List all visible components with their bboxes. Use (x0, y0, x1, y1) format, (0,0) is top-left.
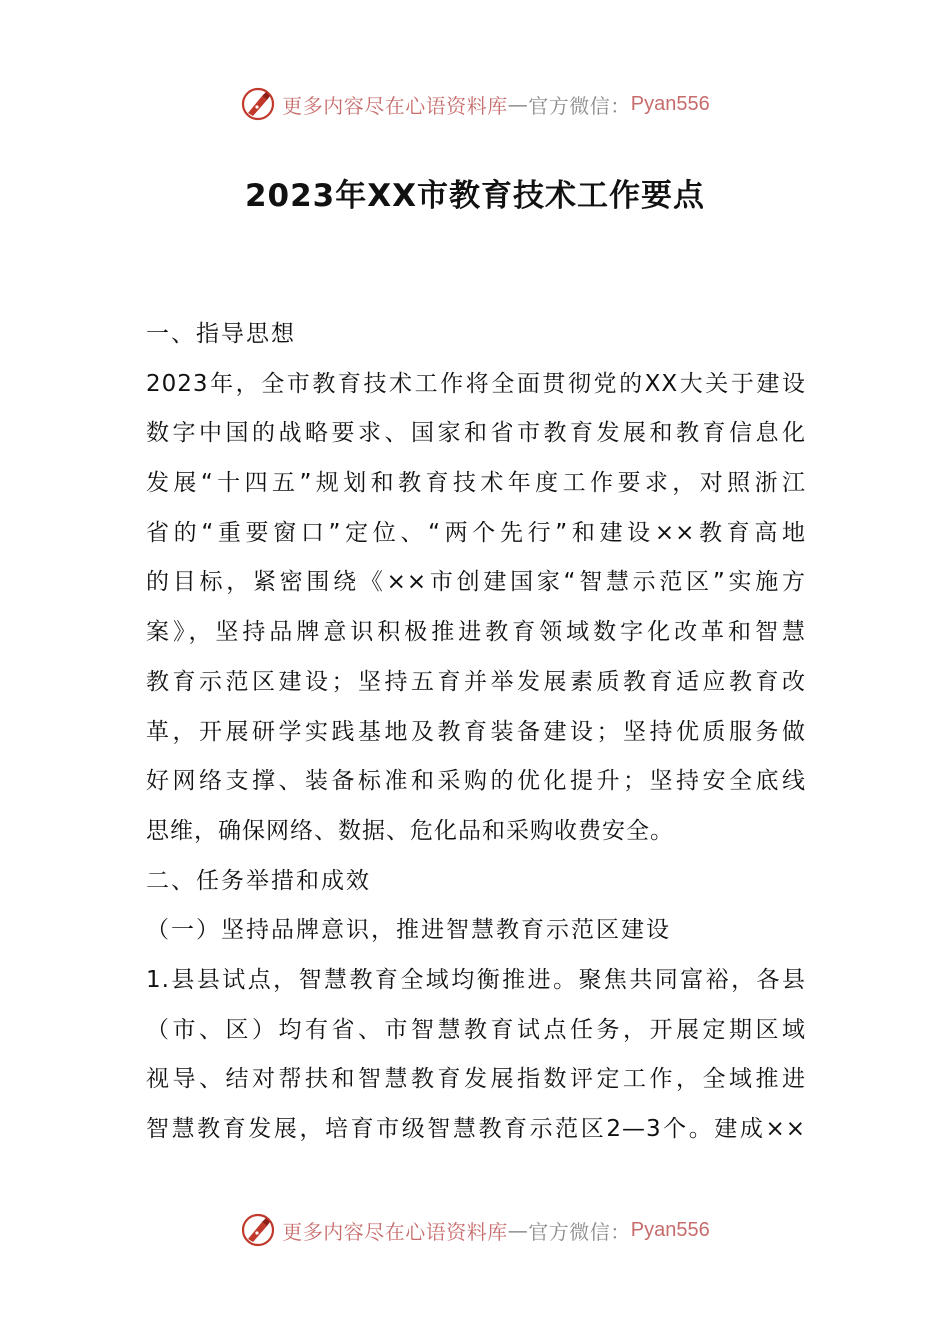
paragraph-line: 智慧教育发展，培育市级智慧教育示范区2—3个。建成×× (146, 1116, 806, 1142)
paragraph-line: 教育示范区建设；坚持五育并举发展素质教育适应教育改 (146, 668, 806, 695)
document-title: 2023年XX市教育技术工作要点 (244, 178, 706, 214)
paragraph-line: 视导、结对帮扶和智慧教育发展指数评定工作，全域推进 (146, 1066, 806, 1093)
paragraph-line: 2023年，全市教育技术工作将全面贯彻党的XX大关于建设 (146, 370, 806, 397)
paragraph-line: 1.县县试点，智慧教育全域均衡推进。聚焦共同富裕，各县 (146, 966, 806, 993)
document-body (146, 310, 806, 1155)
watermark-brand-text: 更多内容尽在心语资料库 (282, 93, 508, 118)
pen-nib-logo-icon (240, 86, 276, 122)
paragraph-line: 数字中国的战略要求、国家和省市教育发展和教育信息化 (146, 420, 806, 447)
paragraph-line: （市、区）均有省、市智慧教育试点任务，开展定期区域 (146, 1016, 806, 1043)
watermark-brand-text: 更多内容尽在心语资料库 (282, 1219, 508, 1244)
paragraph-line: 革，开展研学实践基地及教育装备建设；坚持优质服务做 (146, 718, 806, 745)
watermark-dash: — (507, 92, 529, 116)
watermark-dash: — (507, 1218, 529, 1242)
watermark-wechat-label: 官方微信： (528, 1219, 631, 1244)
watermark-header (0, 84, 950, 124)
watermark-wechat-id: Pyan556 (630, 92, 710, 115)
section-heading-guiding-ideology: 一、指导思想 (146, 321, 296, 347)
pen-nib-logo-icon (240, 1212, 276, 1248)
paragraph-line: 的目标，紧密围绕《××市创建国家“智慧示范区”实施方 (146, 569, 806, 596)
watermark-footer (0, 1210, 950, 1250)
paragraph-line: 发展“十四五”规划和教育技术年度工作要求，对照浙江 (146, 470, 806, 497)
watermark-wechat-id: Pyan556 (630, 1218, 710, 1241)
subsection-heading-brand-awareness: （一）坚持品牌意识，推进智慧教育示范区建设 (146, 917, 671, 944)
paragraph-line: 案》，坚持品牌意识积极推进教育领域数字化改革和智慧 (146, 619, 806, 646)
paragraph-line: 省的“重要窗口”定位、“两个先行”和建设××教育高地 (146, 519, 806, 546)
paragraph-line: 思维，确保网络、数据、危化品和采购收费安全。 (146, 817, 674, 844)
watermark-wechat-label: 官方微信： (528, 93, 631, 118)
paragraph-line: 好网络支撑、装备标准和采购的优化提升；坚持安全底线 (146, 768, 806, 795)
section-heading-tasks: 二、任务举措和成效 (146, 867, 371, 894)
